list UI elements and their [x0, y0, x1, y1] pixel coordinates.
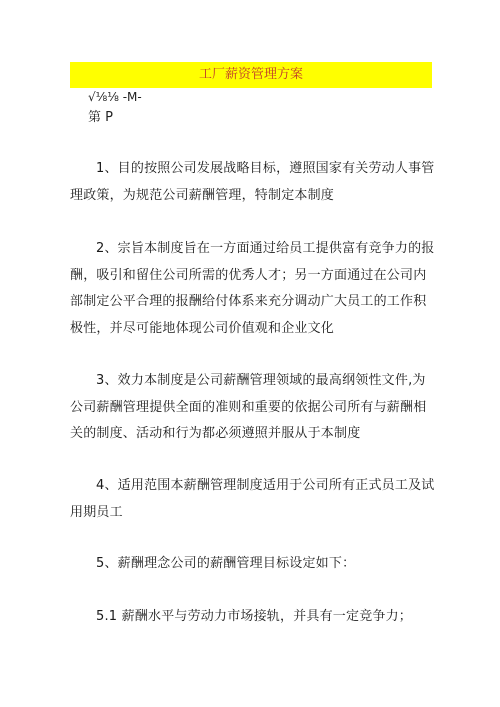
- paragraph-principle: 2、宗旨本制度旨在一方面通过给员工提供富有竞争力的报酬，吸引和留住公司所需的优秀人才；另一方面通过在公司内部制定公平合理的报酬给付体系来充分调动广大员工的工作积极性，并尽可能地体现公司价值观和企业文化: [70, 241, 435, 336]
- paragraph-item-5-1: 5.1 薪酬水平与劳动力市场接轨，并具有一定竞争力；: [96, 609, 413, 624]
- document-title: 工厂薪资管理方案: [70, 62, 432, 88]
- meta-line-2: 第 P: [88, 110, 113, 125]
- paragraph-validity: 3、效力本制度是公司薪酬管理领域的最高纲领性文件,为公司薪酬管理提供全面的准则和重要的依据公司所有与薪酬相关的制度、活动和行为都必须遵照并服从于本制度: [70, 373, 427, 441]
- paragraph-scope: 4、适用范围本薪酬管理制度适用于公司所有正式员工及试用期员工: [70, 478, 435, 520]
- meta-line-1: √⅛⅛ -M-: [88, 90, 142, 104]
- paragraph-philosophy: 5、薪酬理念公司的薪酬管理目标设定如下：: [96, 556, 356, 571]
- paragraph-purpose: 1、目的按照公司发展战略目标，遵照国家有关劳动人事管理政策，为规范公司薪酬管理，特制定本制度: [70, 161, 435, 203]
